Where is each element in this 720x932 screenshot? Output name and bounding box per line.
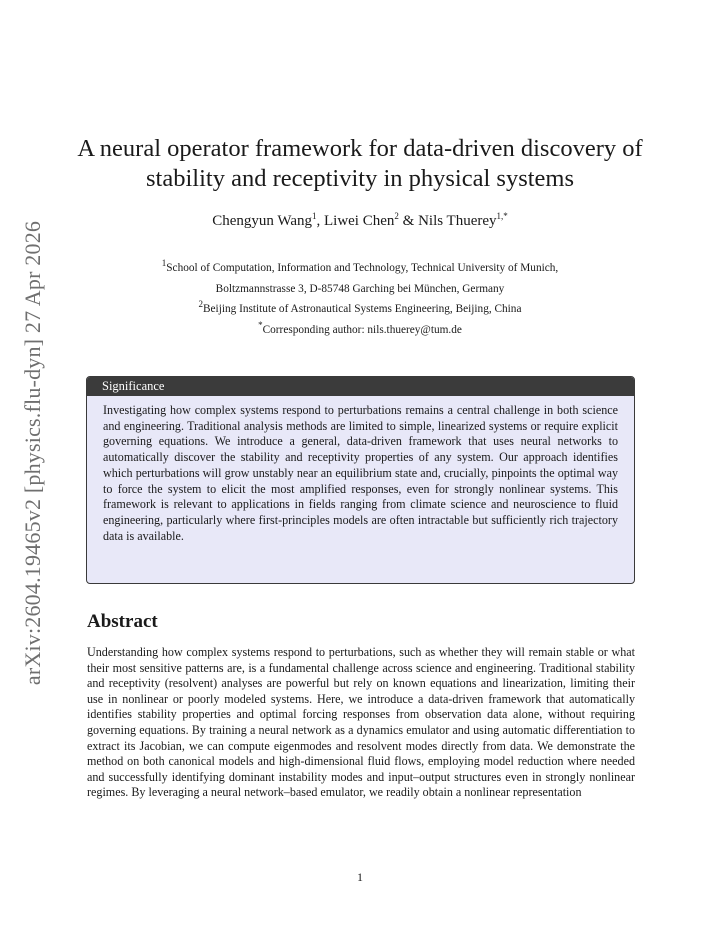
author-name: Liwei Chen [323,213,395,229]
author-separator: & [398,213,419,229]
author-list [60,211,660,231]
affiliation-line: $^1$School of Computation, Information and Technology, Technical University of Munich, [161,258,559,274]
corresponding-mark: * [258,319,263,330]
arxiv-identifier [14,214,52,692]
affiliation-line: Boltzmannstrasse 3, D-85748 Garching bei München, Germany [215,282,505,295]
significance-heading: Significance [87,377,634,396]
corresponding-author-line: *Corresponding author: nils.thuerey@tum.de [258,319,462,336]
abstract-text: Understanding how complex systems respond to perturbations, such as whether they will remain stable or what their most sensitive patterns are, is a fundamental challenge across science and engineering. Traditional stability and receptivity (resolvent) analyses are powerful but rely on known equations and linearization, limiting their use in nonlinear or poorly modeled systems. Here, we introduce a data-driven framework that automatically identifies stability properties and optimal forcing responses from observation data alone, without requiring governing equations. By training a neural network as a dynamics emulator and using automatic differentiation to extract its Jacobian, we can compute eigenmodes and resolvent modes directly from data. We demonstrate the method on both canonical models and high-dimensional fluid flows, employing model reduction where needed and successfully identifying dominant instability modes and input–output structures even in strongly nonlinear regimes. By leveraging a neural network–based emulator, we readily obtain a nonlinear representation [87,645,635,800]
affiliation-line: $^2$Beijing Institute of Astronautical Systems Engineering, Beijing, China [198,299,522,315]
affiliation-mark: 2 [198,299,203,310]
author-name: Chengyun Wang [212,213,312,229]
author-affiliation-mark: 1,* [496,211,508,221]
arxiv-identifier-text: arXiv:2604.19465v2 [physics.flu-dyn] 27 Apr 2026 [20,220,46,686]
affiliation-mark: 1 [161,258,167,269]
author-name: Nils Thuerey [418,213,497,229]
author-affiliation-mark: 1 [311,211,317,221]
page-number: 1 [357,870,363,884]
significance-box [86,376,635,584]
abstract-heading: Abstract [87,611,158,632]
affiliations [60,258,660,340]
author-separator: , [316,213,324,229]
significance-text: Investigating how complex systems respond to perturbations remains a central challenge in both science and engineering. Traditional analysis methods are limited to simple, linearized systems or require explicit governing equations. We introduce a general, data-driven framework that uses neural networks to automatically discover the stability and receptivity properties of any system. Our approach identifies which perturbations will grow unstably near an equilibrium state and, crucially, pinpoints the optimal way to force the system to elicit the most amplified responses, even for strongly nonlinear systems. This framework is relevant to applications in fields ranging from climate science and neuroscience to fluid engineering, particularly where first-principles models are often intractable but sufficiently rich trajectory data is available. [103,403,618,543]
paper-title: A neural operator framework for data-driven discovery of stability and receptivity in physical systems [77,135,643,192]
author-affiliation-mark: 2 [394,211,399,221]
